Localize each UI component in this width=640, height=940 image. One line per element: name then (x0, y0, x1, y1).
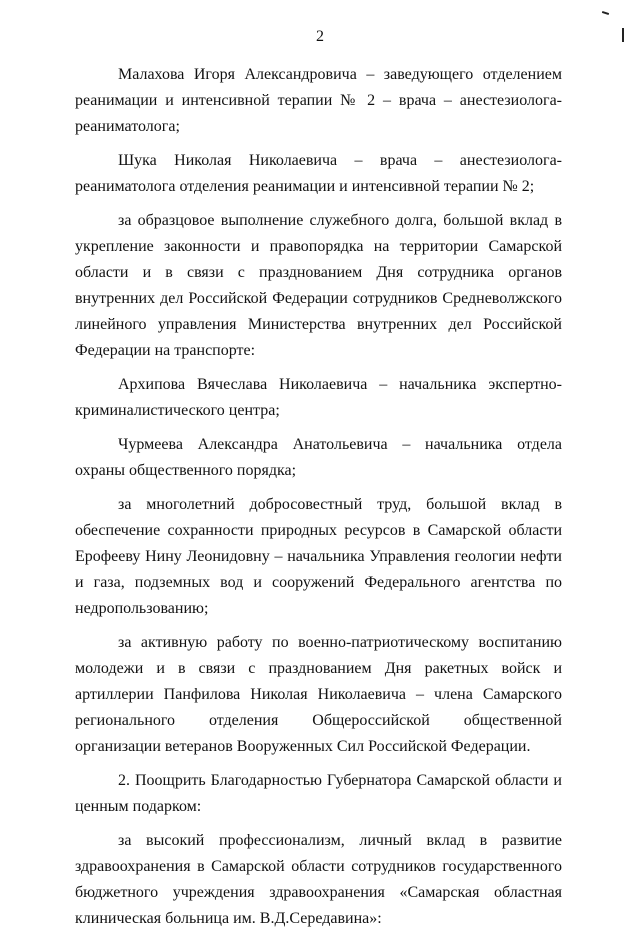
page-number: 2 (316, 28, 324, 45)
paragraph: Архипова Вячеслава Николаевича – начальника экспертно-криминалистического центра; (75, 376, 562, 419)
document-body (75, 62, 562, 940)
paragraph: за многолетний добросовестный труд, большой вклад в обеспечение сохранности природных ресурсов в Самарской области Ерофееву Нину Леонидовну – начальника Управления геологии нефти и газа, подземных вод и сооружений Федерального агентства по недропользованию; (75, 496, 562, 617)
paragraph: за активную работу по военно-патриотическому воспитанию молодежи и в связи с празднованием Дня ракетных войск и артиллерии Панфилова Николая Николаевича – члена Самарского регионального отделения Общероссийской общественной организации ветеранов Вооруженных Сил Российской Федерации. (75, 634, 562, 755)
scan-mark (602, 11, 609, 15)
paragraph: 2. Поощрить Благодарностью Губернатора Самарской области и ценным подарком: (75, 772, 562, 815)
paragraph: Шука Николая Николаевича – врача – анестезиолога-реаниматолога отделения реанимации и интенсивной терапии № 2; (75, 152, 562, 195)
paragraph: Чурмеева Александра Анатольевича – начальника отдела охраны общественного порядка; (75, 436, 562, 479)
paragraph: за высокий профессионализм, личный вклад в развитие здравоохранения в Самарской области сотрудников государственного бюджетного учреждения здравоохранения «Самарская областная клиническая больница им. В.Д.Середавина»: (75, 832, 562, 927)
paragraph: Малахова Игоря Александровича – заведующего отделением реанимации и интенсивной терапии № 2 – врача – анестезиолога-реаниматолога; (75, 66, 562, 135)
paragraph: за образцовое выполнение служебного долга, большой вклад в укрепление законности и правопорядка на территории Самарской области и в связи с празднованием Дня сотрудника органов внутренних дел Российской Федерации сотрудников Средневолжского линейного управления Министерства внутренних дел Российской Федерации на транспорте: (75, 212, 562, 359)
